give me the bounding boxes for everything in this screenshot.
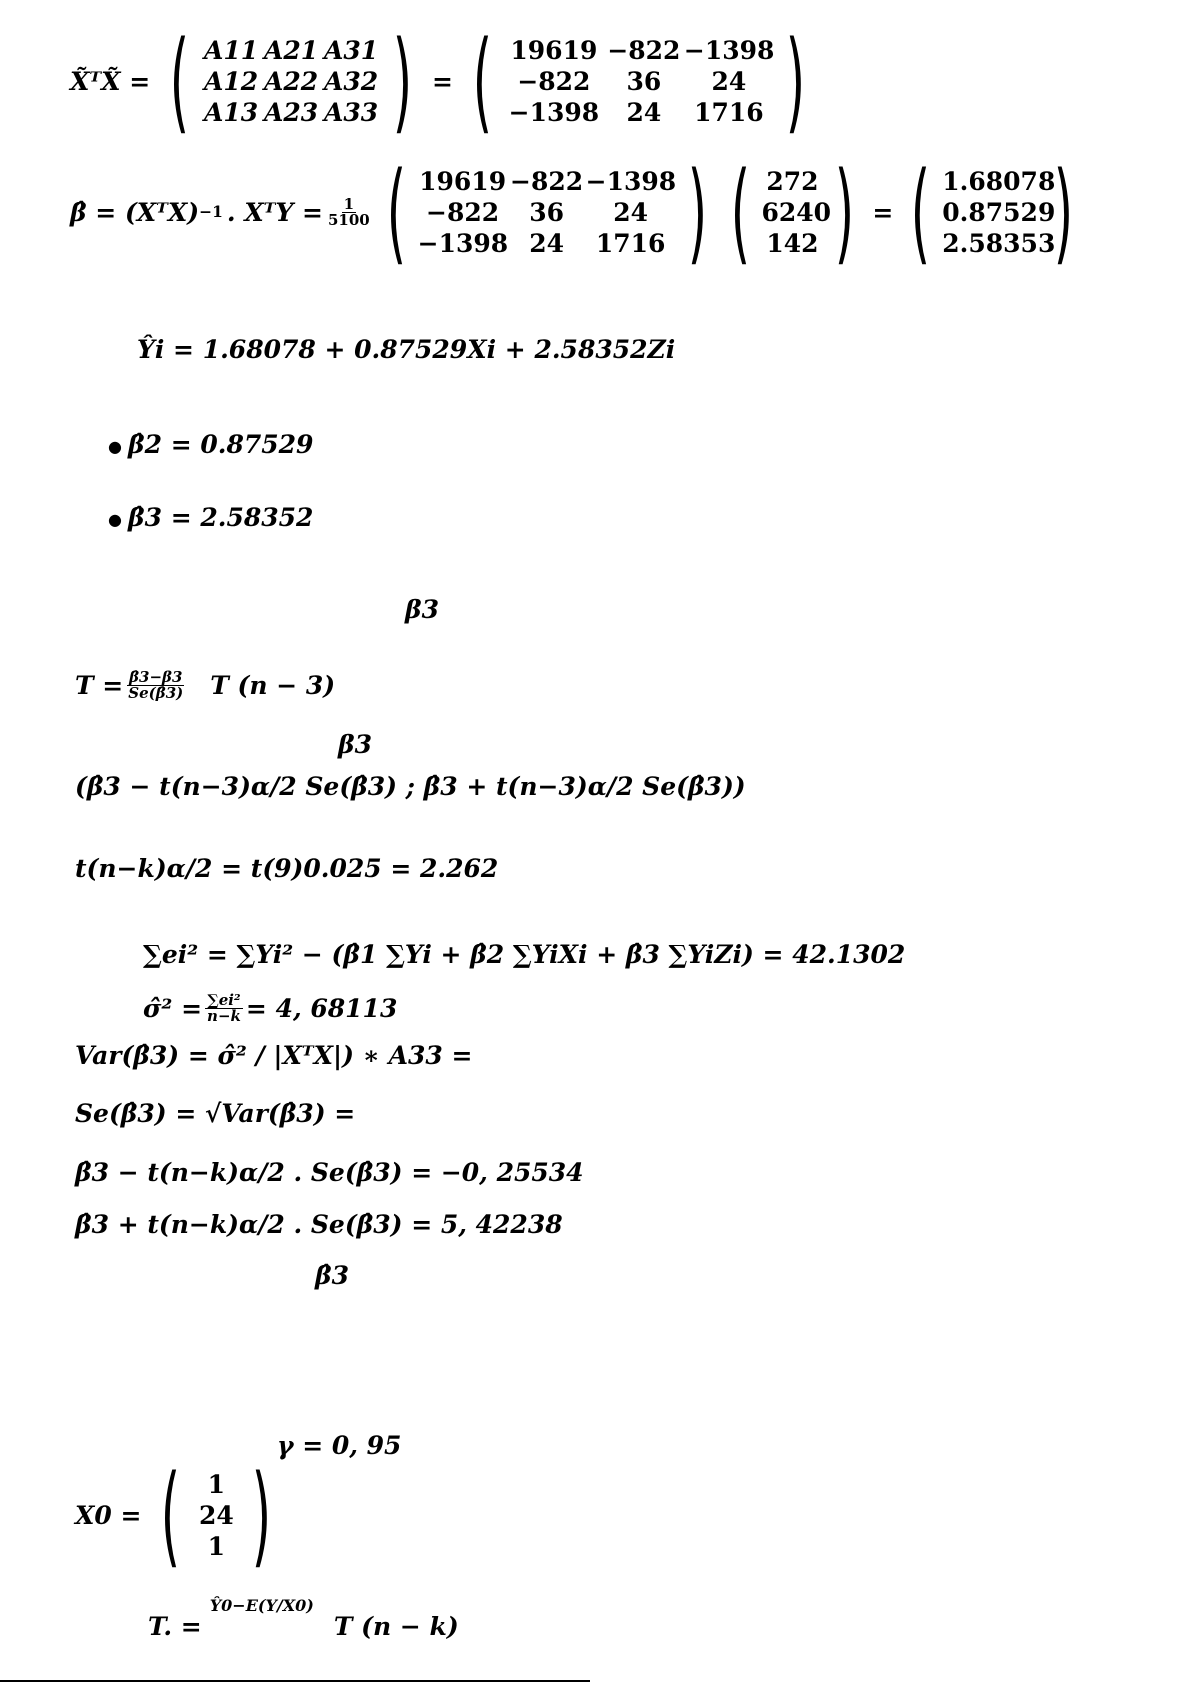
footer-rule bbox=[0, 1680, 590, 1682]
bullet-beta2: β̂2 = 0.87529 bbox=[128, 430, 314, 459]
matrix-cell: −1398 bbox=[417, 228, 509, 258]
matrix-cell: A32 bbox=[324, 66, 379, 96]
ci-upper-bound: β̂3 + t(n−k)α/2 . Se(β̂3) = 5, 42238 bbox=[75, 1210, 563, 1239]
matrix-cell: −822 bbox=[426, 197, 500, 227]
sigma-lhs: σ̂² = bbox=[143, 993, 203, 1023]
eq2-result: ( 1.68078 0.87529 2.58353 ) bbox=[911, 148, 1074, 276]
sigma-squared bbox=[143, 988, 397, 1028]
t-lhs: T = bbox=[75, 670, 124, 700]
matrix-cell: A21 bbox=[264, 35, 319, 65]
matrix-cell: −822 bbox=[517, 66, 591, 96]
variance-beta3: Var(β̂3) = σ̂² / |XᵀX|) ∗ A33 = bbox=[75, 1041, 473, 1070]
tail-lhs: T. = bbox=[148, 1612, 202, 1641]
matrix-cell: A31 bbox=[324, 35, 379, 65]
matrix-cell: 1716 bbox=[694, 97, 764, 127]
matrix-cell: 19619 bbox=[510, 35, 598, 65]
beta3-hat-label: β̂3 bbox=[315, 1261, 349, 1290]
sigma-rhs: = 4, 68113 bbox=[245, 993, 398, 1023]
matrix-cell: 24 bbox=[613, 197, 649, 227]
t-statistic bbox=[75, 660, 335, 710]
matrix-cell: 24 bbox=[711, 66, 747, 96]
bullet-dot: ● bbox=[108, 510, 122, 529]
matrix-cell: −1398 bbox=[683, 35, 775, 65]
sum-squared-errors: ∑ei² = ∑Yi² − (β̂1 ∑Yi + β̂2 ∑YiXi + β̂3 ∑YiZi) = 42.1302 bbox=[143, 940, 906, 969]
matrix-cell: 36 bbox=[529, 197, 565, 227]
matrix-cell: −1398 bbox=[508, 97, 600, 127]
matrix-cell: A13 bbox=[204, 97, 259, 127]
fitted-equation: Ŷi = 1.68078 + 0.87529Xi + 2.58352Zi bbox=[137, 335, 676, 364]
eq2-matrix: ( 19619 −822 −1398 −822 36 24 −1398 24 1716 ) bbox=[386, 148, 707, 276]
matrix-cell: A22 bbox=[264, 66, 319, 96]
matrix-cell: A11 bbox=[204, 35, 259, 65]
matrix-cell: A12 bbox=[204, 66, 259, 96]
vector-cell: 6240 bbox=[761, 197, 832, 227]
matrix-cell: 24 bbox=[529, 228, 565, 258]
eq2-vector: ( 272 6240 142 ) bbox=[730, 148, 855, 276]
matrix-cell: 36 bbox=[626, 66, 662, 96]
beta3-label: β3 bbox=[405, 595, 439, 624]
matrix-cell: −822 bbox=[607, 35, 681, 65]
bullet-dot: ● bbox=[108, 437, 122, 456]
matrix-cell: 24 bbox=[626, 97, 662, 127]
eq2-fraction: $\frac{1}{5100}$ bbox=[327, 194, 370, 229]
vector-cell: 2.58353 bbox=[942, 228, 1056, 258]
matrix-cell: 19619 bbox=[419, 166, 507, 196]
matrix-cell: A23 bbox=[264, 97, 319, 127]
confidence-interval: (β̂3 − t(n−3)α/2 Se(β̂3) ; β̂3 + t(n−3)α/2 Se(β̂3)) bbox=[75, 772, 746, 801]
vector-cell: 1.68078 bbox=[942, 166, 1056, 196]
ci-lower-bound: β̂3 − t(n−k)α/2 . Se(β̂3) = −0, 25534 bbox=[75, 1158, 584, 1187]
sigma-fraction: $\frac{\text{∑ei²}}{n-k}$ bbox=[207, 990, 241, 1025]
eq2-lhs: β̂ = (XᵀX) bbox=[70, 197, 200, 227]
x0-lhs: X0 = bbox=[75, 1500, 142, 1530]
matrix-cell: −822 bbox=[510, 166, 584, 196]
standard-error-beta3: Se(β̂3) = √Var(β̂3) = bbox=[75, 1099, 356, 1128]
x0-matrix: ( 1 24 1 ) bbox=[161, 1451, 272, 1579]
eq1-numeric-matrix: ( 19619 −822 −1398 −822 36 24 −1398 24 1716 ) bbox=[472, 17, 806, 145]
gamma-level: γ = 0, 95 bbox=[277, 1431, 402, 1460]
vector-cell: 0.87529 bbox=[942, 197, 1056, 227]
bullet-beta3: β̂3 = 2.58352 bbox=[128, 503, 314, 532]
vector-cell: 142 bbox=[766, 228, 819, 258]
vector-cell: 272 bbox=[766, 166, 819, 196]
matrix-cell: 1716 bbox=[595, 228, 666, 258]
vector-cell: 1 bbox=[207, 1469, 226, 1499]
x0-vector bbox=[75, 1451, 283, 1579]
tail-dist: T (n − k) bbox=[333, 1612, 459, 1641]
t-distribution: T (n − 3) bbox=[210, 670, 336, 700]
matrix-cell: −1398 bbox=[585, 166, 677, 196]
t-critical: t(n−k)α/2 = t(9)0.025 = 2.262 bbox=[75, 854, 499, 883]
t-prediction bbox=[148, 1596, 459, 1641]
vector-cell: 24 bbox=[198, 1500, 234, 1530]
tail-num: Ŷ0−E(Y/X0) bbox=[209, 1596, 314, 1615]
eq2-mid: . XᵀY = bbox=[226, 197, 323, 227]
eq1-symbolic-matrix: ( A11 A21 A31 A12 A22 A32 A13 A23 A33 ) bbox=[169, 17, 413, 145]
eq-xtx: X̃ᵀX̃ = ( A11 A21 A31 A12 A22 A32 A13 A23 A33 ) = ( 19619 −822 −1398 −822 36 24 −1398 24 1716 ) bbox=[70, 40, 817, 140]
beta3-label-2: β3 bbox=[338, 730, 372, 759]
eq1-lhs: X̃ᵀX̃ = bbox=[70, 66, 151, 96]
matrix-cell: A33 bbox=[324, 97, 379, 127]
vector-cell: 1 bbox=[207, 1531, 226, 1561]
eq-beta-hat: β̂ = (XᵀX) −1 . XᵀY = $\frac{1}{5100}$ ( 19619 −822 −1398 −822 36 24 −1398 24 1716 ) ( 272 6240 142 ) = ( 1.68078 0.87529 2.58353 ) bbox=[70, 162, 1085, 262]
t-fraction: $\frac{\betâ3-\beta 3}{Se(\betâ3)}$ bbox=[128, 667, 184, 702]
